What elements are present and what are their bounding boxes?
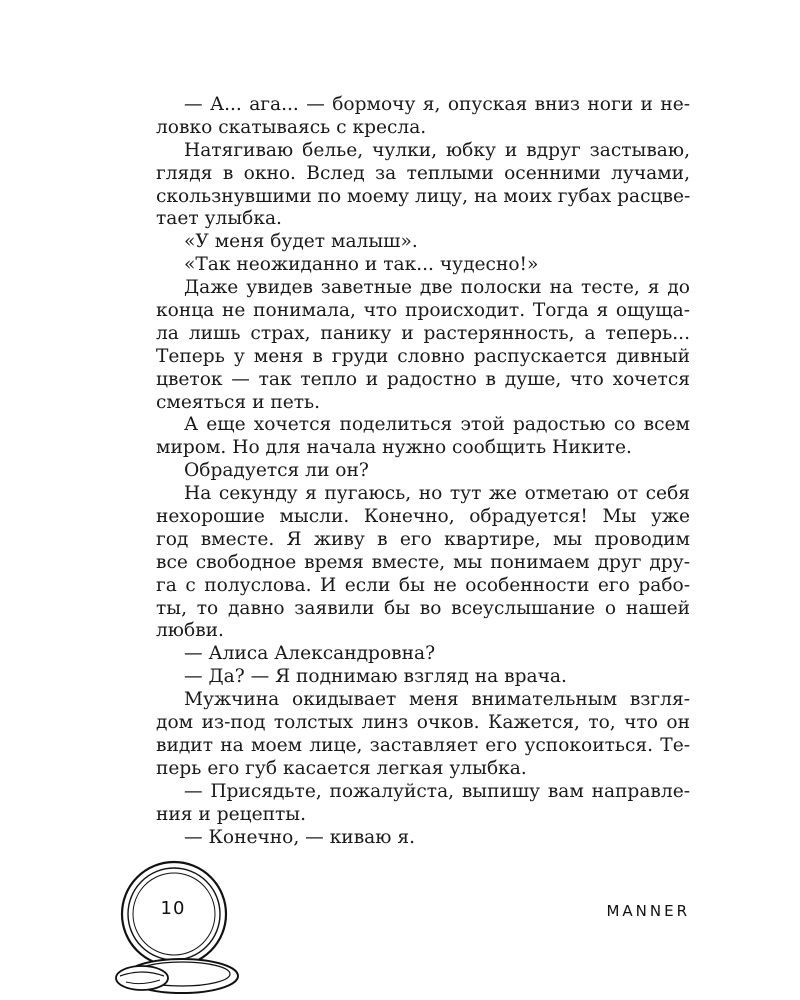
body-text: [156, 94, 690, 849]
text-line: цветок — так тепло и радостно в душе, что хочется: [156, 368, 690, 390]
text-line: дом из-под толстых линз очков. Кажется, то, что он: [156, 712, 690, 734]
text-line: Натягиваю белье, чулки, юбку и вдруг застываю,: [184, 139, 690, 161]
text-line: год вместе. Я живу в его квартире, мы проводим: [156, 528, 690, 550]
text-line: Даже увидев заветные две полоски на тесте, я до: [184, 277, 690, 299]
text-line: «У меня будет малыш».: [184, 231, 418, 253]
text-line: — Алиса Александровна?: [184, 643, 436, 665]
text-line: глядя в окно. Вслед за теплыми осенними лучами,: [156, 162, 690, 184]
text-line: смеяться и петь.: [156, 391, 321, 413]
text-line: ла лишь страх, панику и растерянность, а теперь...: [156, 322, 690, 344]
text-line: ловко скатываясь с кресла.: [156, 116, 427, 138]
text-line: На секунду я пугаюсь, но тут же отметаю от себя: [184, 483, 690, 505]
text-line: — Конечно, — киваю я.: [184, 826, 415, 848]
text-line: га с полуслова. И если бы не особенности его рабо-: [156, 574, 690, 596]
page-number: 10: [160, 898, 186, 919]
text-line: тает улыбка.: [156, 208, 282, 230]
text-line: Обрадуется ли он?: [184, 460, 369, 482]
text-line: А еще хочется поделиться этой радостью со всем: [184, 414, 690, 436]
compact-mirror-icon: [104, 858, 244, 998]
text-line: Мужчина окидывает меня внимательным взгля-: [184, 689, 690, 711]
text-line: конца не понимала, что происходит. Тогда я ощуща-: [156, 300, 690, 322]
text-line: скользнувшими по моему лицу, на моих губах расцве-: [156, 185, 691, 207]
text-line: нехорошие мысли. Конечно, обрадуется! Мы уже: [156, 506, 690, 528]
text-line: ты, то давно заявили бы во всеуслышание о нашей: [156, 597, 690, 619]
text-line: Теперь у меня в груди словно распускается дивный: [156, 345, 690, 367]
text-line: ния и рецепты.: [156, 803, 306, 825]
publisher-name: MANNER: [606, 902, 690, 920]
text-line: перь его губ касается легкая улыбка.: [156, 757, 527, 779]
text-line: — Да? — Я поднимаю взгляд на врача.: [184, 666, 567, 688]
text-line: видит на моем лице, заставляет его успокоиться. Те-: [156, 734, 690, 756]
text-line: — А... ага... — бормочу я, опуская вниз ноги и не-: [184, 94, 690, 115]
text-line: миром. Но для начала нужно сообщить Никите.: [156, 437, 632, 459]
text-line: — Присядьте, пожалуйста, выпишу вам направле-: [184, 780, 690, 802]
text-line: «Так неожиданно и так... чудесно!»: [184, 254, 539, 276]
text-line: все свободное время вместе, мы понимаем друг дру-: [156, 551, 690, 573]
text-line: любви.: [156, 620, 224, 642]
